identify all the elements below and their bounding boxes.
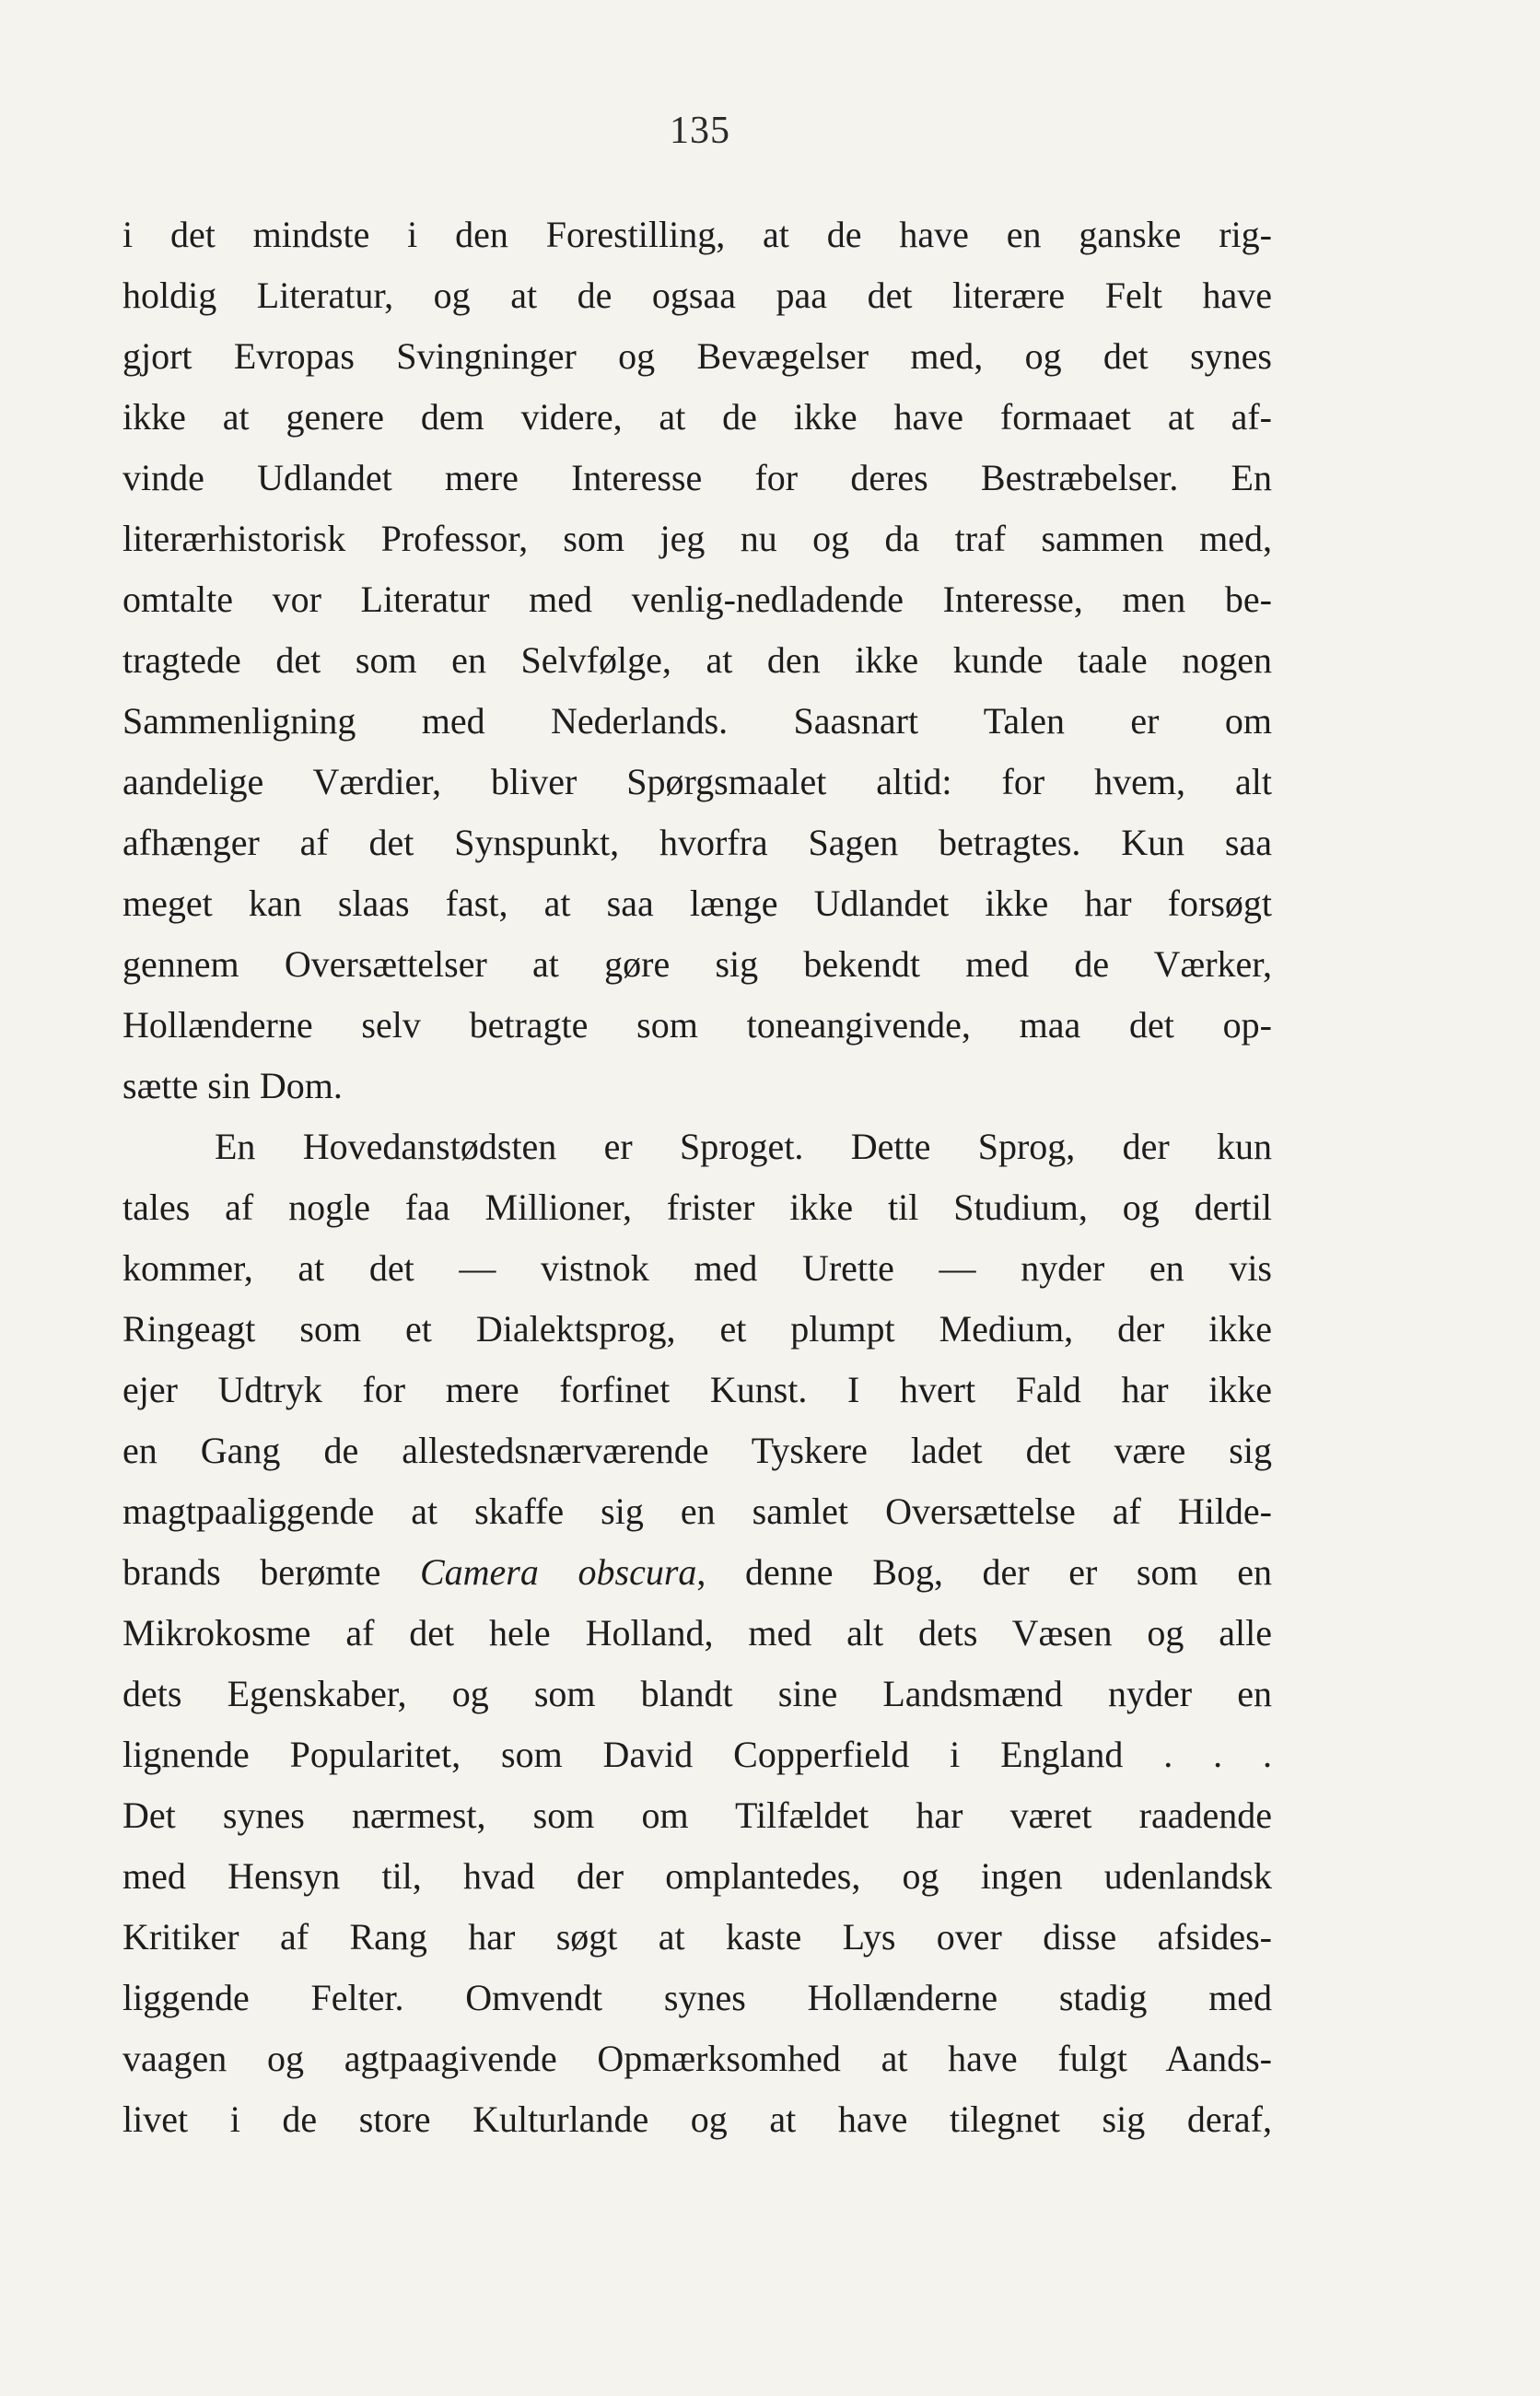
text-line: med Hensyn til, hvad der omplantedes, og ingen udenlandsk <box>122 1855 1272 1897</box>
text-line: dets Egenskaber, og som blandt sine Landsmænd nyder en <box>122 1673 1272 1714</box>
text-line: Kritiker af Rang har søgt at kaste Lys over disse afsides- <box>122 1916 1272 1958</box>
text-line: sætte sin Dom. <box>122 1065 343 1106</box>
paragraph-first-line: En Hovedanstødsten er Sproget. Dette Sprog, der kun <box>215 1126 1272 1167</box>
text-line: tales af nogle faa Millioner, frister ikke til Studium, og dertil <box>122 1186 1272 1228</box>
text-line: aandelige Værdier, bliver Spørgsmaalet altid: for hvem, alt <box>122 761 1272 802</box>
text-fragment: , denne Bog, der er som en <box>696 1551 1272 1593</box>
text-line: meget kan slaas fast, at saa længe Udlandet ikke har forsøgt <box>122 882 1272 924</box>
text-line-with-title <box>122 1542 1272 1603</box>
text-line: ejer Udtryk for mere forfinet Kunst. I hvert Fald har ikke <box>122 1369 1272 1410</box>
text-line: magtpaaliggende at skaffe sig en samlet Oversættelse af Hilde- <box>122 1490 1272 1532</box>
text-line: Sammenligning med Nederlands. Saasnart Talen er om <box>122 700 1272 742</box>
page-number: 135 <box>670 110 730 152</box>
text-line: gennem Oversættelser at gøre sig bekendt med de Værker, <box>122 943 1272 985</box>
text-fragment: brands berømte <box>122 1551 420 1593</box>
text-line: gjort Evropas Svingninger og Bevægelser med, og det synes <box>122 335 1272 377</box>
text-line: holdig Literatur, og at de ogsaa paa det literære Felt have <box>122 275 1272 316</box>
text-line: livet i de store Kulturlande og at have tilegnet sig deraf, <box>122 2098 1272 2140</box>
body-text <box>122 205 1272 2150</box>
text-line: lignende Popularitet, som David Copperfield i England . . . <box>122 1734 1272 1775</box>
text-line: i det mindste i den Forestilling, at de have en ganske rig- <box>122 214 1272 255</box>
text-line: Det synes nærmest, som om Tilfældet har været raadende <box>122 1794 1272 1836</box>
text-line: vaagen og agtpaagivende Opmærksomhed at have fulgt Aands- <box>122 2038 1272 2079</box>
text-line: vinde Udlandet mere Interesse for deres Bestræbelser. En <box>122 457 1272 498</box>
text-line: Ringeagt som et Dialektsprog, et plumpt Medium, der ikke <box>122 1308 1272 1350</box>
text-line: Mikrokosme af det hele Holland, med alt dets Væsen og alle <box>122 1612 1272 1654</box>
text-line: kommer, at det — vistnok med Urette — nyder en vis <box>122 1247 1272 1289</box>
book-title-italic: Camera obscura <box>419 1551 697 1593</box>
text-line: Hollænderne selv betragte som toneangivende, maa det op- <box>122 1004 1272 1046</box>
text-line: afhænger af det Synspunkt, hvorfra Sagen betragtes. Kun saa <box>122 822 1272 863</box>
text-line: literærhistorisk Professor, som jeg nu og da traf sammen med, <box>122 518 1272 559</box>
text-line: en Gang de allestedsnærværende Tyskere ladet det være sig <box>122 1430 1272 1471</box>
text-line: liggende Felter. Omvendt synes Hollænderne stadig med <box>122 1977 1272 2018</box>
text-line: ikke at genere dem videre, at de ikke have formaaet at af- <box>122 396 1272 438</box>
text-line: tragtede det som en Selvfølge, at den ikke kunde taale nogen <box>122 639 1272 681</box>
text-line: omtalte vor Literatur med venlig-nedladende Interesse, men be- <box>122 579 1272 620</box>
